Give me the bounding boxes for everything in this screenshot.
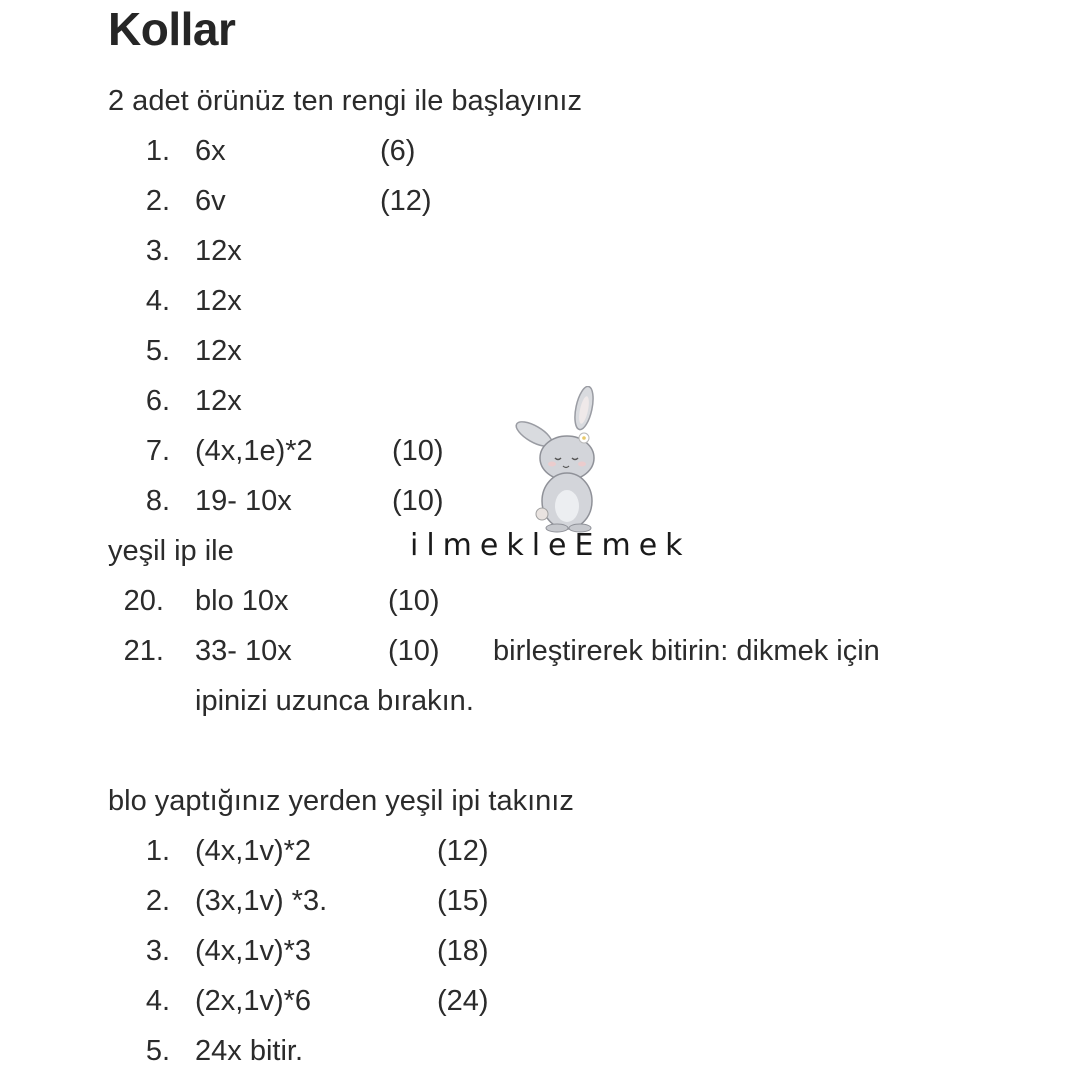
watermark-text: ilmekleEmek <box>410 528 691 563</box>
blo-label: blo yaptığınız yerden yeşil ipi takınız <box>108 785 574 817</box>
bunny-logo-icon <box>512 386 612 541</box>
continuation-text: ipinizi uzunca bırakın. <box>195 685 474 717</box>
green-yarn-label: yeşil ip ile <box>108 535 234 567</box>
intro-text: 2 adet örünüz ten rengi ile başlayınız <box>108 85 582 117</box>
page-title: Kollar <box>108 3 236 55</box>
